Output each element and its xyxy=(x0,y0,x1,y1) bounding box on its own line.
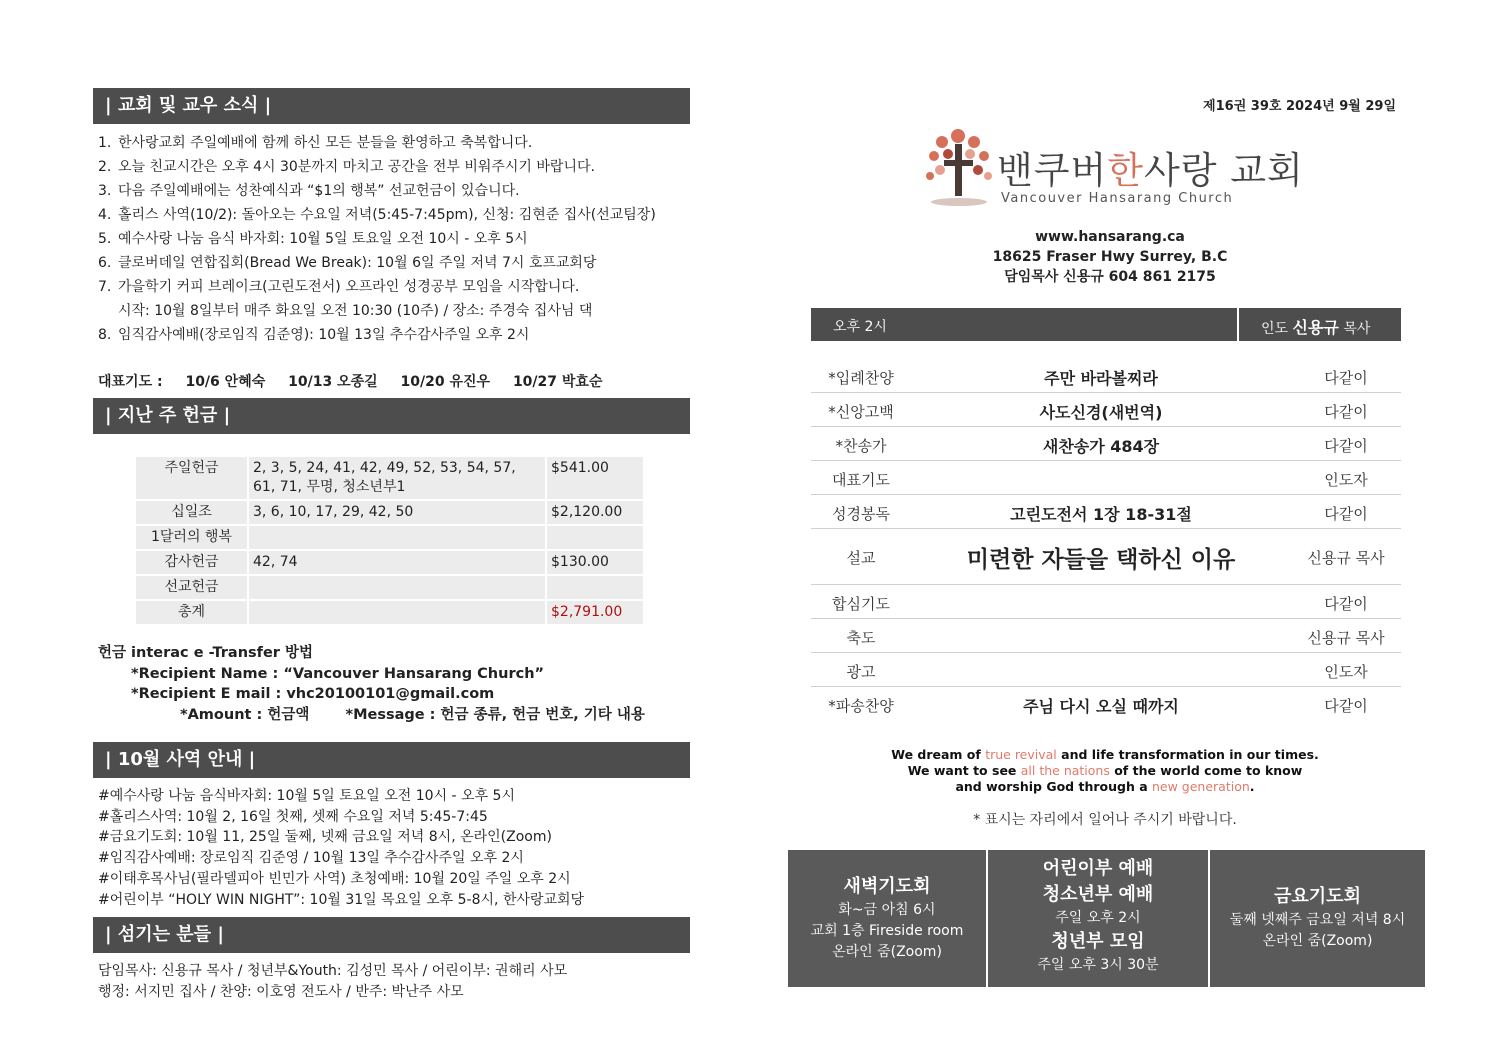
list-item: 담임목사: 신용규 목사 / 청년부&Youth: 김성민 목사 / 어린이부: 권해리 사모 xyxy=(98,963,568,979)
table-row: 1달러의 행복 xyxy=(135,525,644,550)
table-row-total: 총계 $2,791.00 xyxy=(135,600,644,625)
service-time: 오후 2시 xyxy=(833,319,887,335)
issue-info: 제16권 39호 2024년 9월 29일 xyxy=(1203,99,1396,114)
news-item-continued: 시작: 10월 8일부터 매주 화요일 오전 10:30 (10주) / 장소: 주경숙 집사님 댁 xyxy=(118,303,593,319)
service-bar xyxy=(811,308,1401,341)
list-item: #예수사랑 나눔 음식바자회: 10월 5일 토요일 오전 10시 - 오후 5시 xyxy=(98,788,515,804)
vision-statement: We dream of true revival and life transformation in our times. We want to see all the nations of the world come to know and worship God through a new generation. xyxy=(891,747,1319,794)
news-header: | 교회 및 교우 소식 | xyxy=(93,88,690,124)
table-row: 선교헌금 xyxy=(135,575,644,600)
message-note: *Message : 헌금 종류, 헌금 번호, 기타 내용 xyxy=(345,706,645,723)
news-item: 3. 다음 주일예배에는 성찬예식과 “$1의 행복” 선교헌금이 있습니다. xyxy=(98,183,520,199)
standing-note: * 표시는 자리에서 일어나 주시기 바랍니다. xyxy=(973,812,1237,828)
worship-order xyxy=(811,359,1401,720)
church-logo xyxy=(922,128,1304,210)
table-row: 광고 인도자 xyxy=(811,653,1401,687)
news-item: 4. 홀리스 사역(10/2): 돌아오는 수요일 저녁(5:45-7:45pm), 신청: 김현준 집사(선교팀장) xyxy=(98,207,656,223)
dawn-prayer-box: 새벽기도회 화~금 아침 6시 교회 1층 Fireside room 온라인 줌(Zoom) xyxy=(810,876,964,960)
ministry-list xyxy=(98,786,584,910)
table-row: 축도 신용규 목사 xyxy=(811,619,1401,653)
news-item: 8. 임직감사예배(장로임직 김준영): 10월 13일 추수감사주일 오후 2시 xyxy=(98,327,530,343)
news-list xyxy=(98,131,688,347)
prayer-schedule xyxy=(98,371,620,391)
service-leader: 인도 신용규 목사 xyxy=(1261,318,1371,337)
staff-header: | 섬기는 분들 | xyxy=(93,917,690,953)
amount-message-line xyxy=(98,705,645,726)
prayer-entry: 10/6 안혜숙 xyxy=(185,374,266,390)
address: 18625 Fraser Hwy Surrey, B.C xyxy=(992,249,1228,265)
table-row: *파송찬양 주님 다시 오실 때까지 다같이 xyxy=(828,697,1368,716)
etransfer-info xyxy=(98,643,645,725)
table-row: 합심기도 다같이 xyxy=(811,585,1401,619)
table-row: *찬송가 새찬송가 484장 다같이 xyxy=(811,427,1401,461)
list-item: #이태후목사님(필라델피아 빈민가 사역) 초청예배: 10월 20일 주일 오후 2시 xyxy=(98,870,571,887)
list-item: #임직감사예배: 장로임직 김준영 / 10월 13일 추수감사주일 오후 2시 xyxy=(98,850,524,867)
news-item: 2. 오늘 친교시간은 오후 4시 30분까지 마치고 공간을 전부 비워주시기 바랍니다. xyxy=(98,159,595,175)
website-link[interactable]: www.hansarang.ca xyxy=(1035,229,1185,245)
news-item: 6. 클로버데일 연합집회(Bread We Break): 10월 6일 주일 저녁 7시 호프교회당 xyxy=(98,255,597,271)
table-row: 감사헌금 42, 74 $130.00 xyxy=(135,550,644,575)
prayer-entry: 10/13 오종길 xyxy=(288,374,378,390)
sermon-title: 미련한 자들을 택하신 이유 xyxy=(966,547,1236,573)
church-name-korean: 밴쿠버한사랑 교회 xyxy=(997,149,1304,192)
church-name-english: Vancouver Hansarang Church xyxy=(1001,191,1234,206)
sermon-row: 설교 미련한 자들을 택하신 이유 신용규 목사 xyxy=(811,529,1401,585)
contact-info xyxy=(900,227,1320,287)
amount-note: *Amount : 헌금액 xyxy=(180,706,310,723)
prayer-label: 대표기도 : xyxy=(98,374,163,390)
list-item: #홀리스사역: 10월 2, 16일 첫째, 셋째 수요일 저녁 5:45-7:45 xyxy=(98,808,488,825)
list-item: 행정: 서지민 집사 / 찬양: 이호영 전도사 / 반주: 박난주 사모 xyxy=(98,983,464,1000)
offering-header: | 지난 주 헌금 | xyxy=(93,398,690,434)
list-item: #어린이부 “HOLY WIN NIGHT”: 10월 31일 목요일 오후 5-8시, 한사랑교회당 xyxy=(98,891,585,908)
etransfer-title: 헌금 interac e -Transfer 방법 xyxy=(98,645,314,661)
table-row: 주일헌금 2, 3, 5, 24, 41, 42, 49, 52, 53, 54, 57, 61, 71, 무명, 청소년부1 $541.00 xyxy=(135,456,644,500)
news-item: 7. 가을학기 커피 브레이크(고린도전서) 오프라인 성경공부 모임을 시작합니다. xyxy=(98,279,580,295)
meeting-boxes xyxy=(788,850,1425,987)
table-row: *신앙고백 사도신경(새번역) 다같이 xyxy=(811,393,1401,427)
news-item: 5. 예수사랑 나눔 음식 바자회: 10월 5일 토요일 오전 10시 - 오후 5시 xyxy=(98,231,528,247)
table-row: 십일조 3, 6, 10, 17, 29, 42, 50 $2,120.00 xyxy=(135,500,644,525)
friday-prayer-box: 금요기도회 둘째 넷째주 금요일 저녁 8시 온라인 줌(Zoom) xyxy=(1229,886,1406,949)
ministry-header: | 10월 사역 안내 | xyxy=(93,742,690,778)
heart-tree-icon xyxy=(922,128,996,210)
table-row: *입례찬양 주만 바라볼찌라 다같이 xyxy=(811,359,1401,393)
total-amount: $2,791.00 xyxy=(546,600,644,625)
pastor-phone: 담임목사 신용규 604 861 2175 xyxy=(1004,269,1216,285)
prayer-entry: 10/20 유진우 xyxy=(400,374,491,390)
news-item: 1. 한사랑교회 주일예배에 함께 하신 모든 분들을 환영하고 축복합니다. xyxy=(98,135,533,151)
table-row: 성경봉독 고린도전서 1장 18-31절 다같이 xyxy=(811,495,1401,529)
staff-list xyxy=(98,961,567,1002)
prayer-entry: 10/27 박효순 xyxy=(512,374,603,390)
offering-table xyxy=(134,455,645,626)
recipient-name: *Recipient Name : “Vancouver Hansarang Church” xyxy=(131,665,545,682)
youth-worship-box: 어린이부 예배 청소년부 예배 주일 오후 2시 청년부 모임 주일 오후 3시 30분 xyxy=(1037,858,1159,973)
recipient-email[interactable]: *Recipient E mail : vhc20100101@gmail.com xyxy=(131,686,495,702)
list-item: #금요기도회: 10월 11, 25일 둘째, 넷째 금요일 저녁 8시, 온라인(Zoom) xyxy=(98,829,552,846)
table-row: 대표기도 인도자 xyxy=(811,461,1401,495)
